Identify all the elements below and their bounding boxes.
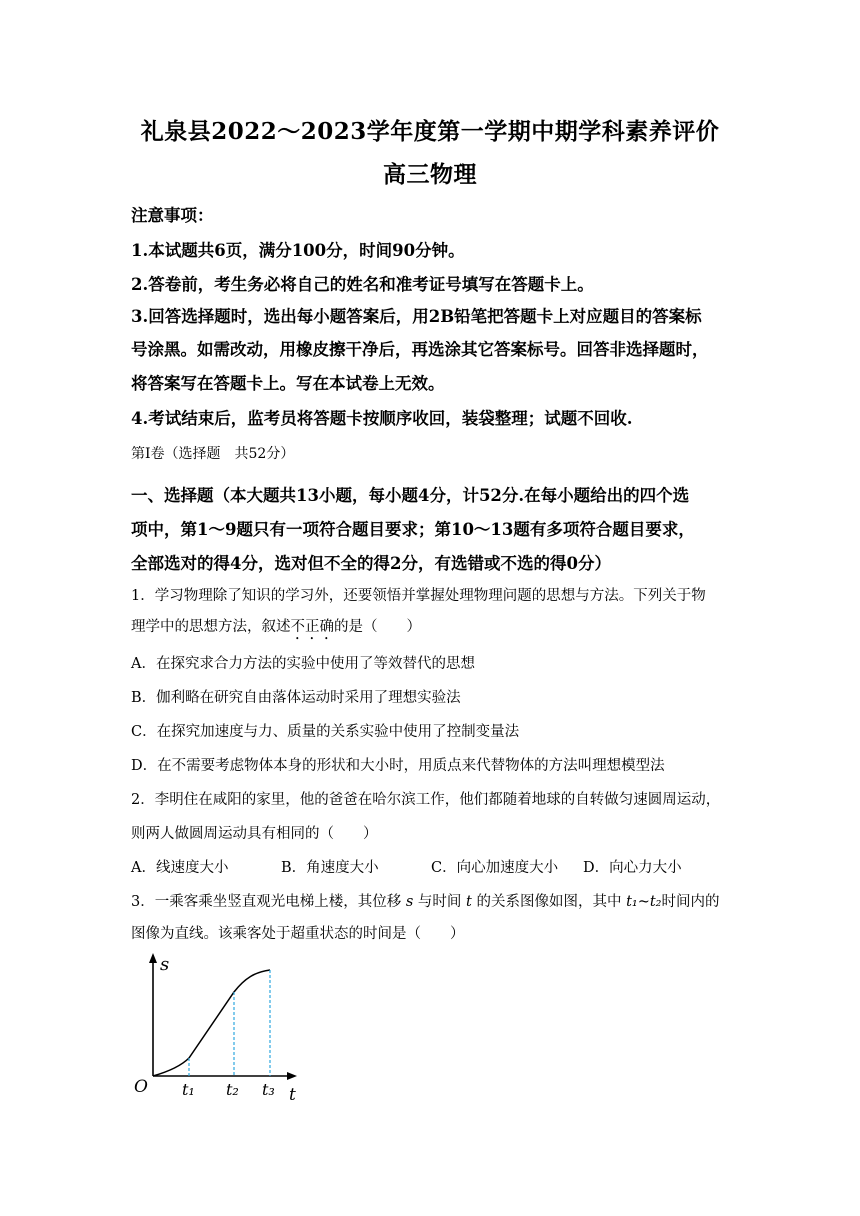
notice-item: 号涂黑。如需改动，用橡皮擦干净后，再选涂其它答案标号。回答非选择题时， — [131, 340, 709, 359]
tick-label-t3: t₃ — [262, 1080, 275, 1099]
notice-heading: 注意事项： — [131, 206, 214, 225]
q3-time-range: t₁~t₂ — [626, 894, 662, 910]
question-1-stem: 1．学习物理除了知识的学习外，还要领悟并掌握处理物理问题的思想与方法。下列关于物 — [131, 588, 706, 604]
question-1-stem-line2 — [131, 615, 731, 643]
y-axis — [149, 953, 157, 1076]
notice-item: 2.答卷前，考生务必将自己的姓名和准考证号填写在答题卡上。 — [131, 275, 594, 294]
notice-item: 3.回答选择题时，选出每小题答案后，用2B铅笔把答题卡上对应题目的答案标 — [131, 307, 702, 326]
question-3-stem — [131, 890, 731, 911]
q3-text-mid: 与时间 — [413, 894, 467, 910]
notice-item: 4.考试结束后，监考员将答题卡按顺序收回，装袋整理；试题不回收. — [131, 409, 633, 428]
tick-label-t1: t₁ — [182, 1080, 195, 1099]
notice-item: 将答案写在答题卡上。写在本试卷上无效。 — [131, 374, 445, 393]
question-3-stem-line2: 图像为直线。该乘客处于超重状态的时间是（ ） — [131, 926, 465, 942]
q3-var-t: t — [466, 894, 472, 910]
question-1-option-a: A．在探究求合力方法的实验中使用了等效替代的思想 — [131, 656, 475, 672]
part-instructions: 项中，第1～9题只有一项符合题目要求；第10～13题有多项符合题目要求， — [131, 520, 695, 539]
x-axis — [153, 1072, 297, 1080]
question-2-option-b: B．角速度大小 — [281, 860, 379, 876]
question-1-option-b: B．伽利略在研究自由落体运动时采用了理想实验法 — [131, 690, 461, 706]
x-axis-label: t — [289, 1085, 296, 1105]
tick-label-t2: t₂ — [226, 1080, 239, 1099]
s-t-graph — [125, 948, 315, 1108]
q3-text-post: 的关系图像如图，其中 — [471, 894, 627, 910]
question-1-option-d: D．在不需要考虑物体本身的形状和大小时，用质点来代替物体的方法叫理想模型法 — [131, 758, 665, 774]
question-2-option-d: D．向心力大小 — [583, 860, 682, 876]
q3-text-pre: 3．一乘客乘坐竖直观光电梯上楼，其位移 — [131, 894, 406, 910]
q1-emphasis: 不正确 — [290, 619, 334, 635]
question-2-option-a: A．线速度大小 — [131, 860, 229, 876]
q3-text-end: 时间内的 — [661, 894, 720, 910]
exam-title: 礼泉县2022～2023学年度第一学期中期学科素养评价 — [140, 118, 720, 145]
exam-subtitle: 高三物理 — [383, 161, 477, 188]
notice-item: 1.本试题共6页，满分100分，时间90分钟。 — [131, 241, 465, 260]
q3-var-s: s — [405, 894, 414, 910]
part-instructions: 全部选对的得4分，选对但不全的得2分，有选错或不选的得0分） — [131, 554, 611, 573]
question-2-stem: 2．李明住在咸阳的家里，他的爸爸在哈尔滨工作，他们都随着地球的自转做匀速圆周运动， — [131, 792, 721, 808]
question-2-stem-line2: 则两人做圆周运动具有相同的（ ） — [131, 826, 378, 842]
section-label: 第Ⅰ卷（选择题 共52分） — [131, 446, 295, 462]
origin-label: O — [134, 1077, 148, 1097]
part-instructions: 一、选择题（本大题共13小题，每小题4分，计52分.在每小题给出的四个选 — [131, 486, 690, 505]
question-2-option-c: C．向心加速度大小 — [431, 860, 559, 876]
displacement-curve — [153, 970, 270, 1076]
q1-text-pre: 理学中的思想方法，叙述 — [131, 619, 291, 635]
question-1-option-c: C．在探究加速度与力、质量的关系实验中使用了控制变量法 — [131, 724, 520, 740]
q1-text-post: 的是（ ） — [334, 619, 421, 635]
y-axis-label: s — [160, 954, 170, 975]
